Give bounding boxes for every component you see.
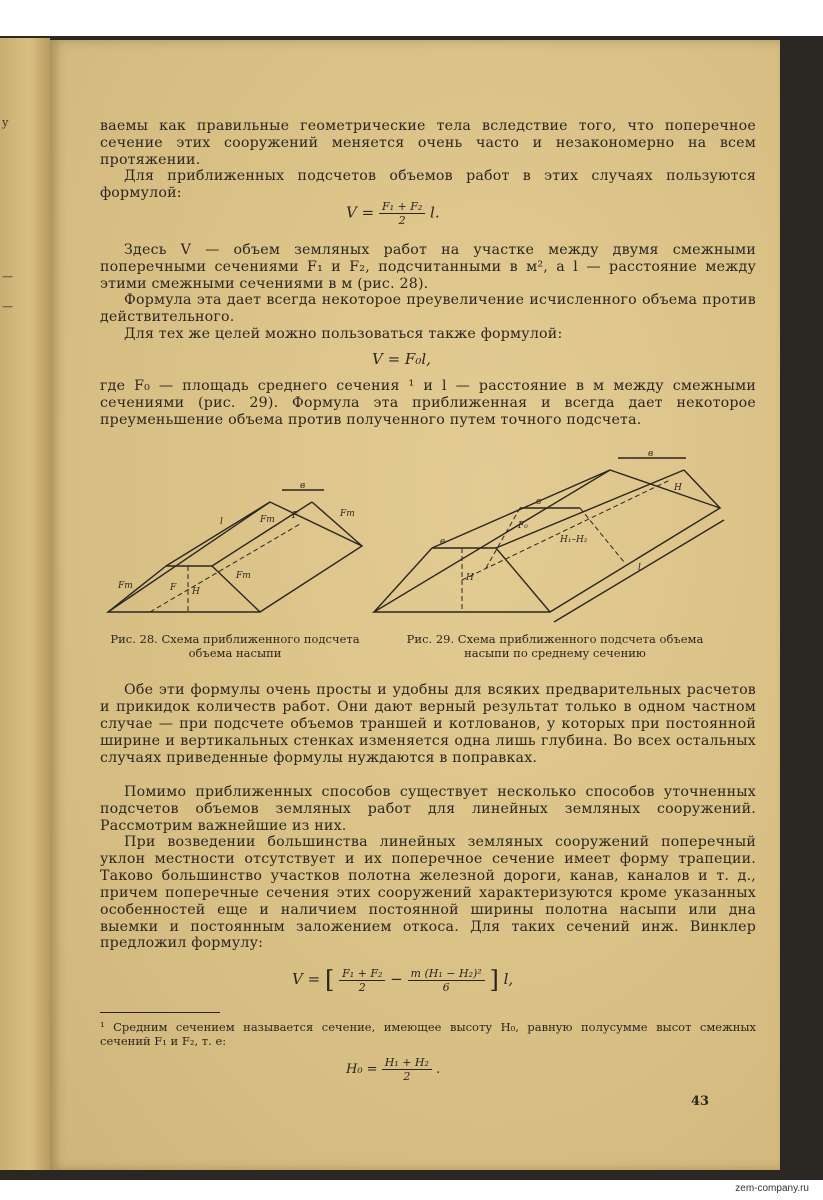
label-h: H — [466, 573, 474, 583]
label-f: F — [292, 511, 299, 521]
paragraph: При возведении большинства линейных земляных сооружений поперечный уклон местности отсутствует и их поперечное сечение имеет форму трапеции. Таково большинство участков полотна железной дороги, канав, каналов и т. д., причем поперечные сечения этих сооружений характеризуются кроме указанных особенностей еще и наличием постоянной ширины полотна насыпи или дна выемки и постоянным заложением откоса. Для таких сечений инж. Винклер предложил формулу: — [100, 834, 756, 952]
left-page-mark: у — [2, 116, 9, 129]
paragraph: Для тех же целей можно пользоваться также формулой: — [124, 326, 563, 342]
embankment-outline — [374, 470, 720, 612]
figure-28-diagram — [100, 480, 370, 620]
label-b: в — [648, 450, 654, 459]
paragraph: Для приближенных подсчетов объемов работ в этих случаях пользуются формулой: — [100, 168, 756, 201]
label-l: l — [638, 563, 641, 573]
label-b: в — [300, 481, 306, 491]
slope-edge — [496, 548, 550, 612]
left-page-edge — [0, 38, 50, 1170]
formula-mean-height: H₀ = $\frac{\text{H₁ + H₂}}{2}$ . — [346, 1056, 441, 1083]
paragraph: Обе эти формулы очень просты и удобны для всяких предварительных расчетов и прикидок количеств работ. Они дают верный результат только в одном частном случае — при подсчете объемов траншей и котлованов, у которых при постоянной ширине и вертикальных стенках изменяется одна лишь глубина. Во всех остальных случаях приведенные формулы нуждаются в поправках. — [100, 682, 756, 766]
figure-29-diagram — [370, 450, 730, 630]
formula-approx-volume: V = $\frac{\text{F₁ + F₂}}{2}$ l. — [346, 200, 440, 227]
paragraph: Помимо приближенных способов существует несколько способов уточненных подсчетов объемов земляных работ для линейных земляных сооружений. Рассмотрим важнейшие из них. — [100, 784, 756, 834]
paragraph: ваемы как правильные геометрические тела вследствие того, что поперечное сечение этих сооружений меняется очень часто и незакономерно на всем протяжении. — [100, 118, 756, 168]
label-h: H — [192, 587, 200, 597]
left-page-mark: — — [2, 300, 13, 313]
crest-long-edge — [166, 502, 270, 566]
label-fm: Fm — [340, 509, 355, 519]
label-l: l — [220, 517, 223, 527]
formula-winkler: V = [ $\frac{\text{F₁ + F₂}}{2}$ − $\frac{\text{m (H₁ − H₂)²}}{6}$ ] l, — [292, 966, 514, 994]
page-number: 43 — [691, 1094, 710, 1109]
slope-edge — [108, 566, 166, 612]
label-h1h2: H₁–H₂ — [560, 535, 588, 545]
label-fm: Fm — [260, 515, 275, 525]
book-page — [50, 40, 780, 1170]
paragraph: Здесь V — объем земляных работ на участке между двумя смежными поперечными сечениями F₁ и F₂, подсчитанными в м², а l — расстояние между этими смежными сечениями в м (рис. 28). — [100, 242, 756, 292]
figure-29-caption: Рис. 29. Схема приближенного подсчета объема насыпи по среднему сечению — [406, 632, 704, 660]
label-h: H — [674, 483, 682, 493]
slope-edge — [374, 548, 432, 612]
label-b: в — [536, 497, 542, 507]
label-b: в — [440, 537, 446, 547]
left-page-mark: — — [2, 270, 13, 283]
label-f0: F₀ — [518, 521, 528, 531]
label-fm: Fm — [236, 571, 251, 581]
watermark: zem-company.ru — [735, 1183, 809, 1194]
embankment-outline — [108, 502, 362, 612]
paragraph: Формула эта дает всегда некоторое преувеличение исчисленного объема против действительного. — [100, 292, 756, 325]
paragraph: где F₀ — площадь среднего сечения ¹ и l — расстояние в м между смежными сечениями (рис. 29). Формула эта приближенная и всегда дает некоторое преуменьшение объема против полученного путем точного подсчета. — [100, 378, 756, 428]
label-f: F — [170, 583, 177, 593]
label-fm: Fm — [118, 581, 133, 591]
figure-28-caption: Рис. 28. Схема приближенного подсчета объема насыпи — [110, 632, 360, 660]
footnote-divider — [100, 1012, 220, 1013]
formula-mean-section: V = F₀l, — [372, 350, 431, 368]
footnote: ¹ Средним сечением называется сечение, имеющее высоту H₀, равную полусумме высот смежных сечений F₁ и F₂, т. е: — [100, 1020, 756, 1048]
